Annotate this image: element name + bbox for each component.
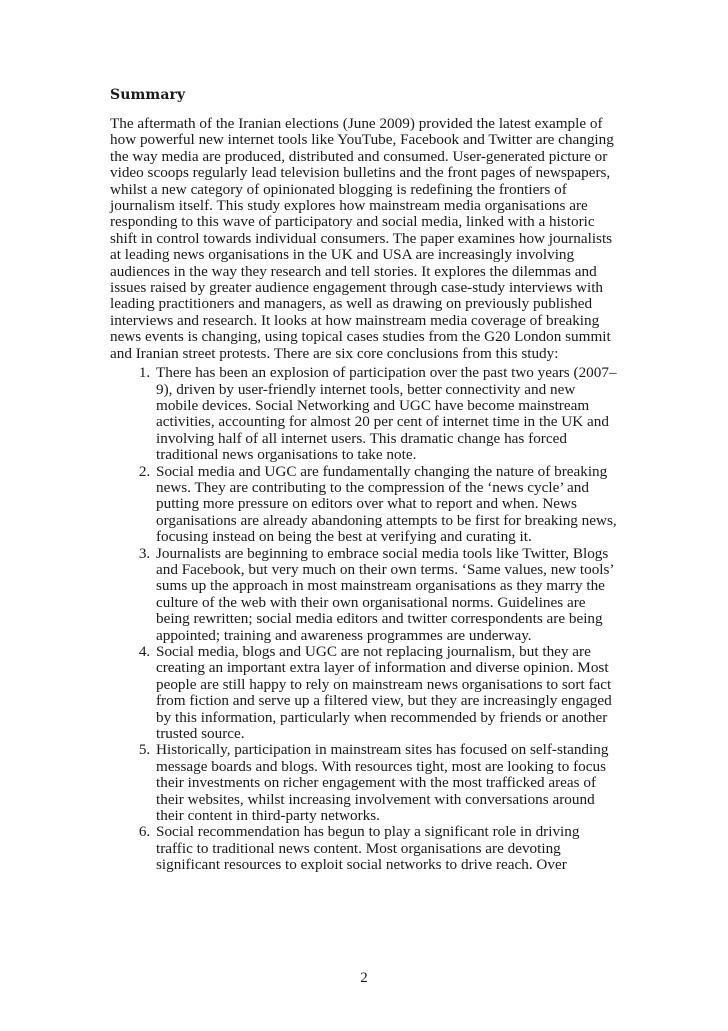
conclusions-list [110, 365, 620, 874]
intro-paragraph: The aftermath of the Iranian elections (June 2009) provided the latest example of how powerful new internet tools like YouTube, Facebook and Twitter are changing the way media are produced, distributed and consumed. User-generated picture or video scoops regularly lead television bulletins and the front pages of newspapers, whilst a new category of opinionated blogging is redefining the frontiers of journalism itself. This study explores how mainstream media organisations are responding to this wave of participatory and social media, linked with a historic shift in control towards individual consumers. The paper examines how journalists at leading news organisations in the UK and USA are increasingly involving audiences in the way they research and tell stories. It explores the dilemmas and issues raised by greater audience engagement through case-study interviews with leading practitioners and managers, as well as drawing on previously published interviews and research. It looks at how mainstream media coverage of breaking news events is changing, using topical cases studies from the G20 London summit and Iranian street protests. There are six core conclusions from this study: [110, 115, 614, 362]
conclusion-item-2: 2. Social media and UGC are fundamentally changing the nature of breaking news. They are contributing to the compression of the ‘news cycle’ and putting more pressure on editors over what to report and when. News organisations are already abandoning attempts to be first for breaking news, focusing instead on being the best at verifying and curating it. [154, 464, 620, 546]
conclusion-item-6: 6. Social recommendation has begun to play a significant role in driving traffic to traditional news content. Most organisations are devoting significant resources to exploit social networks to drive reach. Over [154, 824, 620, 873]
conclusion-item-3: 3. Journalists are beginning to embrace social media tools like Twitter, Blogs and Facebook, but very much on their own terms. ‘Same values, new tools’ sums up the approach in most mainstream organisations as they marry the culture of the web with their own organisational norms. Guidelines are being rewritten; social media editors and twitter correspondents are being appointed; training and awareness programmes are underway. [154, 546, 620, 644]
section-heading: Summary [110, 87, 186, 103]
conclusion-item-1: 1. There has been an explosion of participation over the past two years (2007–9), driven by user-friendly internet tools, better connectivity and new mobile devices. Social Networking and UGC have become mainstream activities, accounting for almost 20 per cent of internet time in the UK and involving half of all internet users. This dramatic change has forced traditional news organisations to take note. [154, 365, 620, 463]
page-number: 2 [360, 970, 368, 986]
document-page [110, 86, 620, 874]
conclusion-item-5: 5. Historically, participation in mainstream sites has focused on self-standing message boards and blogs. With resources tight, most are looking to focus their investments on richer engagement with the most trafficked areas of their websites, whilst increasing involvement with conversations around their content in third-party networks. [154, 742, 620, 824]
conclusion-item-4: 4. Social media, blogs and UGC are not replacing journalism, but they are creating an important extra layer of information and diverse opinion. Most people are still happy to rely on mainstream news organisations to sort fact from fiction and serve up a filtered view, but they are increasingly engaged by this information, particularly when recommended by friends or another trusted source. [154, 644, 620, 742]
